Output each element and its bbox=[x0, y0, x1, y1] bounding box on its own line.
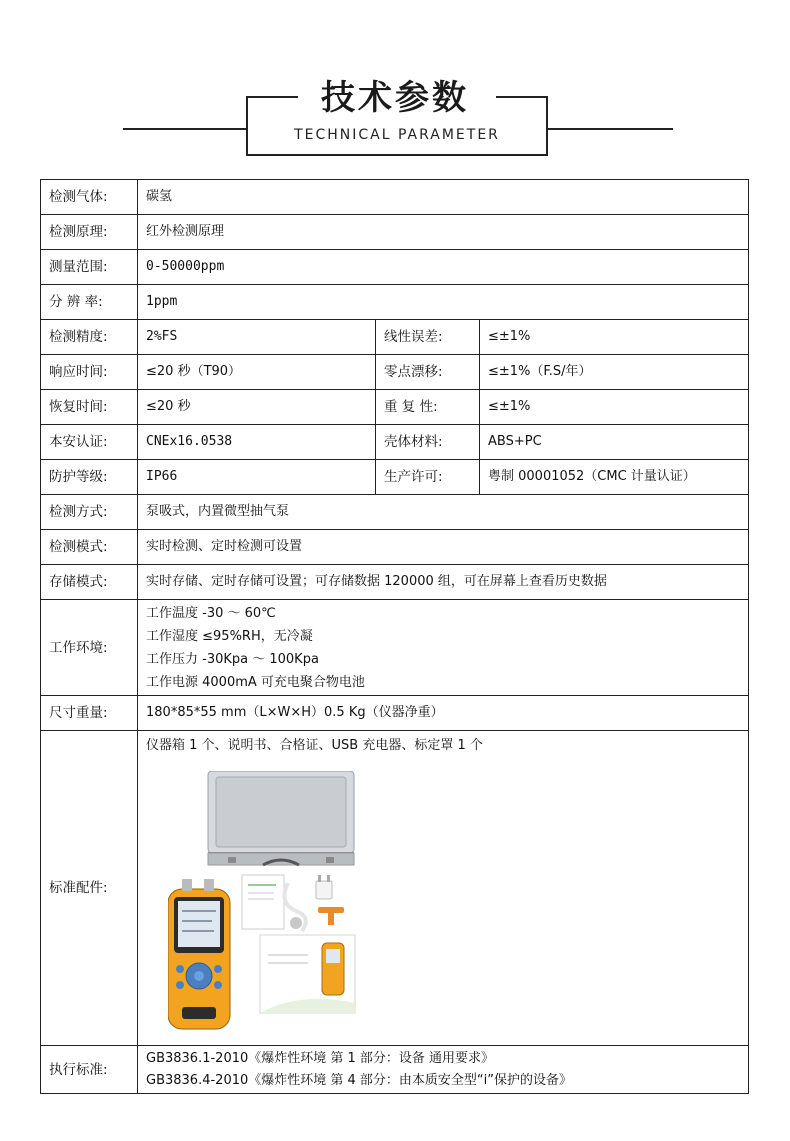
row-label: 壳体材料: bbox=[376, 425, 480, 460]
row-label: 标准配件: bbox=[41, 731, 138, 1046]
table-row bbox=[41, 731, 749, 1046]
accessories-text: 仪器箱 1 个、说明书、合格证、USB 充电器、标定罩 1 个 bbox=[146, 738, 483, 753]
row-label: 防护等级: bbox=[41, 460, 138, 495]
manual-papers bbox=[242, 875, 355, 1013]
header-frame-top-left bbox=[246, 96, 298, 98]
row-label: 分 辨 率: bbox=[41, 285, 138, 320]
row-label: 存储模式: bbox=[41, 565, 138, 600]
row-value: 红外检测原理 bbox=[138, 215, 749, 250]
environment-line: 工作温度 -30 ～ 60℃ bbox=[146, 605, 276, 621]
row-value: CNEx16.0538 bbox=[138, 425, 376, 460]
row-value: ABS+PC bbox=[480, 425, 749, 460]
row-label: 检测模式: bbox=[41, 530, 138, 565]
spec-table bbox=[40, 179, 749, 1094]
table-row bbox=[41, 530, 749, 565]
row-value: 0-50000ppm bbox=[138, 250, 749, 285]
header bbox=[0, 0, 790, 170]
row-value: 碳氢 bbox=[138, 180, 749, 215]
row-value: IP66 bbox=[138, 460, 376, 495]
table-row bbox=[41, 696, 749, 731]
row-value: 实时存储、定时存储可设置；可存储数据 120000 组，可在屏幕上查看历史数据 bbox=[138, 565, 749, 600]
row-label: 检测方式: bbox=[41, 495, 138, 530]
row-value bbox=[138, 731, 749, 1046]
instrument-case bbox=[208, 771, 354, 865]
table-row bbox=[41, 320, 749, 355]
table-row bbox=[41, 180, 749, 215]
row-label: 检测原理: bbox=[41, 215, 138, 250]
row-label: 检测气体: bbox=[41, 180, 138, 215]
row-label: 本安认证: bbox=[41, 425, 138, 460]
row-value: ≤20 秒 bbox=[138, 390, 376, 425]
environment-line: 工作湿度 ≤95%RH，无冷凝 bbox=[146, 628, 313, 644]
row-value: ≤±1%（F.S/年） bbox=[480, 355, 749, 390]
table-row bbox=[41, 460, 749, 495]
row-label: 生产许可: bbox=[376, 460, 480, 495]
row-value: 2%FS bbox=[138, 320, 376, 355]
environment-line: 工作压力 -30Kpa ～ 100Kpa bbox=[146, 651, 319, 667]
table-row bbox=[41, 1046, 749, 1094]
standard-line: GB3836.4-2010《爆炸性环境 第 4 部分：由本质安全型“i”保护的设备》 bbox=[146, 1072, 573, 1088]
header-right-line bbox=[548, 128, 673, 130]
row-label: 线性误差: bbox=[376, 320, 480, 355]
gas-detector-device bbox=[168, 879, 230, 1029]
environment-line: 工作电源 4000mA 可充电聚合物电池 bbox=[146, 674, 365, 690]
header-left-line bbox=[123, 128, 246, 130]
row-value bbox=[138, 1046, 749, 1094]
row-label: 执行标准: bbox=[41, 1046, 138, 1094]
accessories-photo bbox=[168, 771, 358, 1031]
table-row bbox=[41, 495, 749, 530]
row-value bbox=[138, 600, 749, 696]
row-value: 1ppm bbox=[138, 285, 749, 320]
row-value: 泵吸式，内置微型抽气泵 bbox=[138, 495, 749, 530]
table-row bbox=[41, 250, 749, 285]
table-row bbox=[41, 355, 749, 390]
table-row bbox=[41, 215, 749, 250]
table-row bbox=[41, 390, 749, 425]
row-label: 重 复 性: bbox=[376, 390, 480, 425]
header-frame-top-right bbox=[496, 96, 548, 98]
row-label: 检测精度: bbox=[41, 320, 138, 355]
page-subtitle: TECHNICAL PARAMETER bbox=[294, 127, 500, 143]
table-row bbox=[41, 600, 749, 696]
standard-line: GB3836.1-2010《爆炸性环境 第 1 部分：设备 通用要求》 bbox=[146, 1050, 495, 1066]
row-value: ≤20 秒（T90） bbox=[138, 355, 376, 390]
row-label: 响应时间: bbox=[41, 355, 138, 390]
row-value: ≤±1% bbox=[480, 320, 749, 355]
row-label: 零点漂移: bbox=[376, 355, 480, 390]
table-row bbox=[41, 425, 749, 460]
row-value: 实时检测、定时检测可设置 bbox=[138, 530, 749, 565]
row-value: 粤制 00001052（CMC 计量认证） bbox=[480, 460, 749, 495]
page-title: 技术参数 bbox=[321, 78, 469, 118]
table-row bbox=[41, 565, 749, 600]
row-label: 工作环境: bbox=[41, 600, 138, 696]
row-label: 尺寸重量: bbox=[41, 696, 138, 731]
row-value: ≤±1% bbox=[480, 390, 749, 425]
row-label: 恢复时间: bbox=[41, 390, 138, 425]
row-label: 测量范围: bbox=[41, 250, 138, 285]
table-row bbox=[41, 285, 749, 320]
row-value: 180*85*55 mm（L×W×H）0.5 Kg（仪器净重） bbox=[138, 696, 749, 731]
